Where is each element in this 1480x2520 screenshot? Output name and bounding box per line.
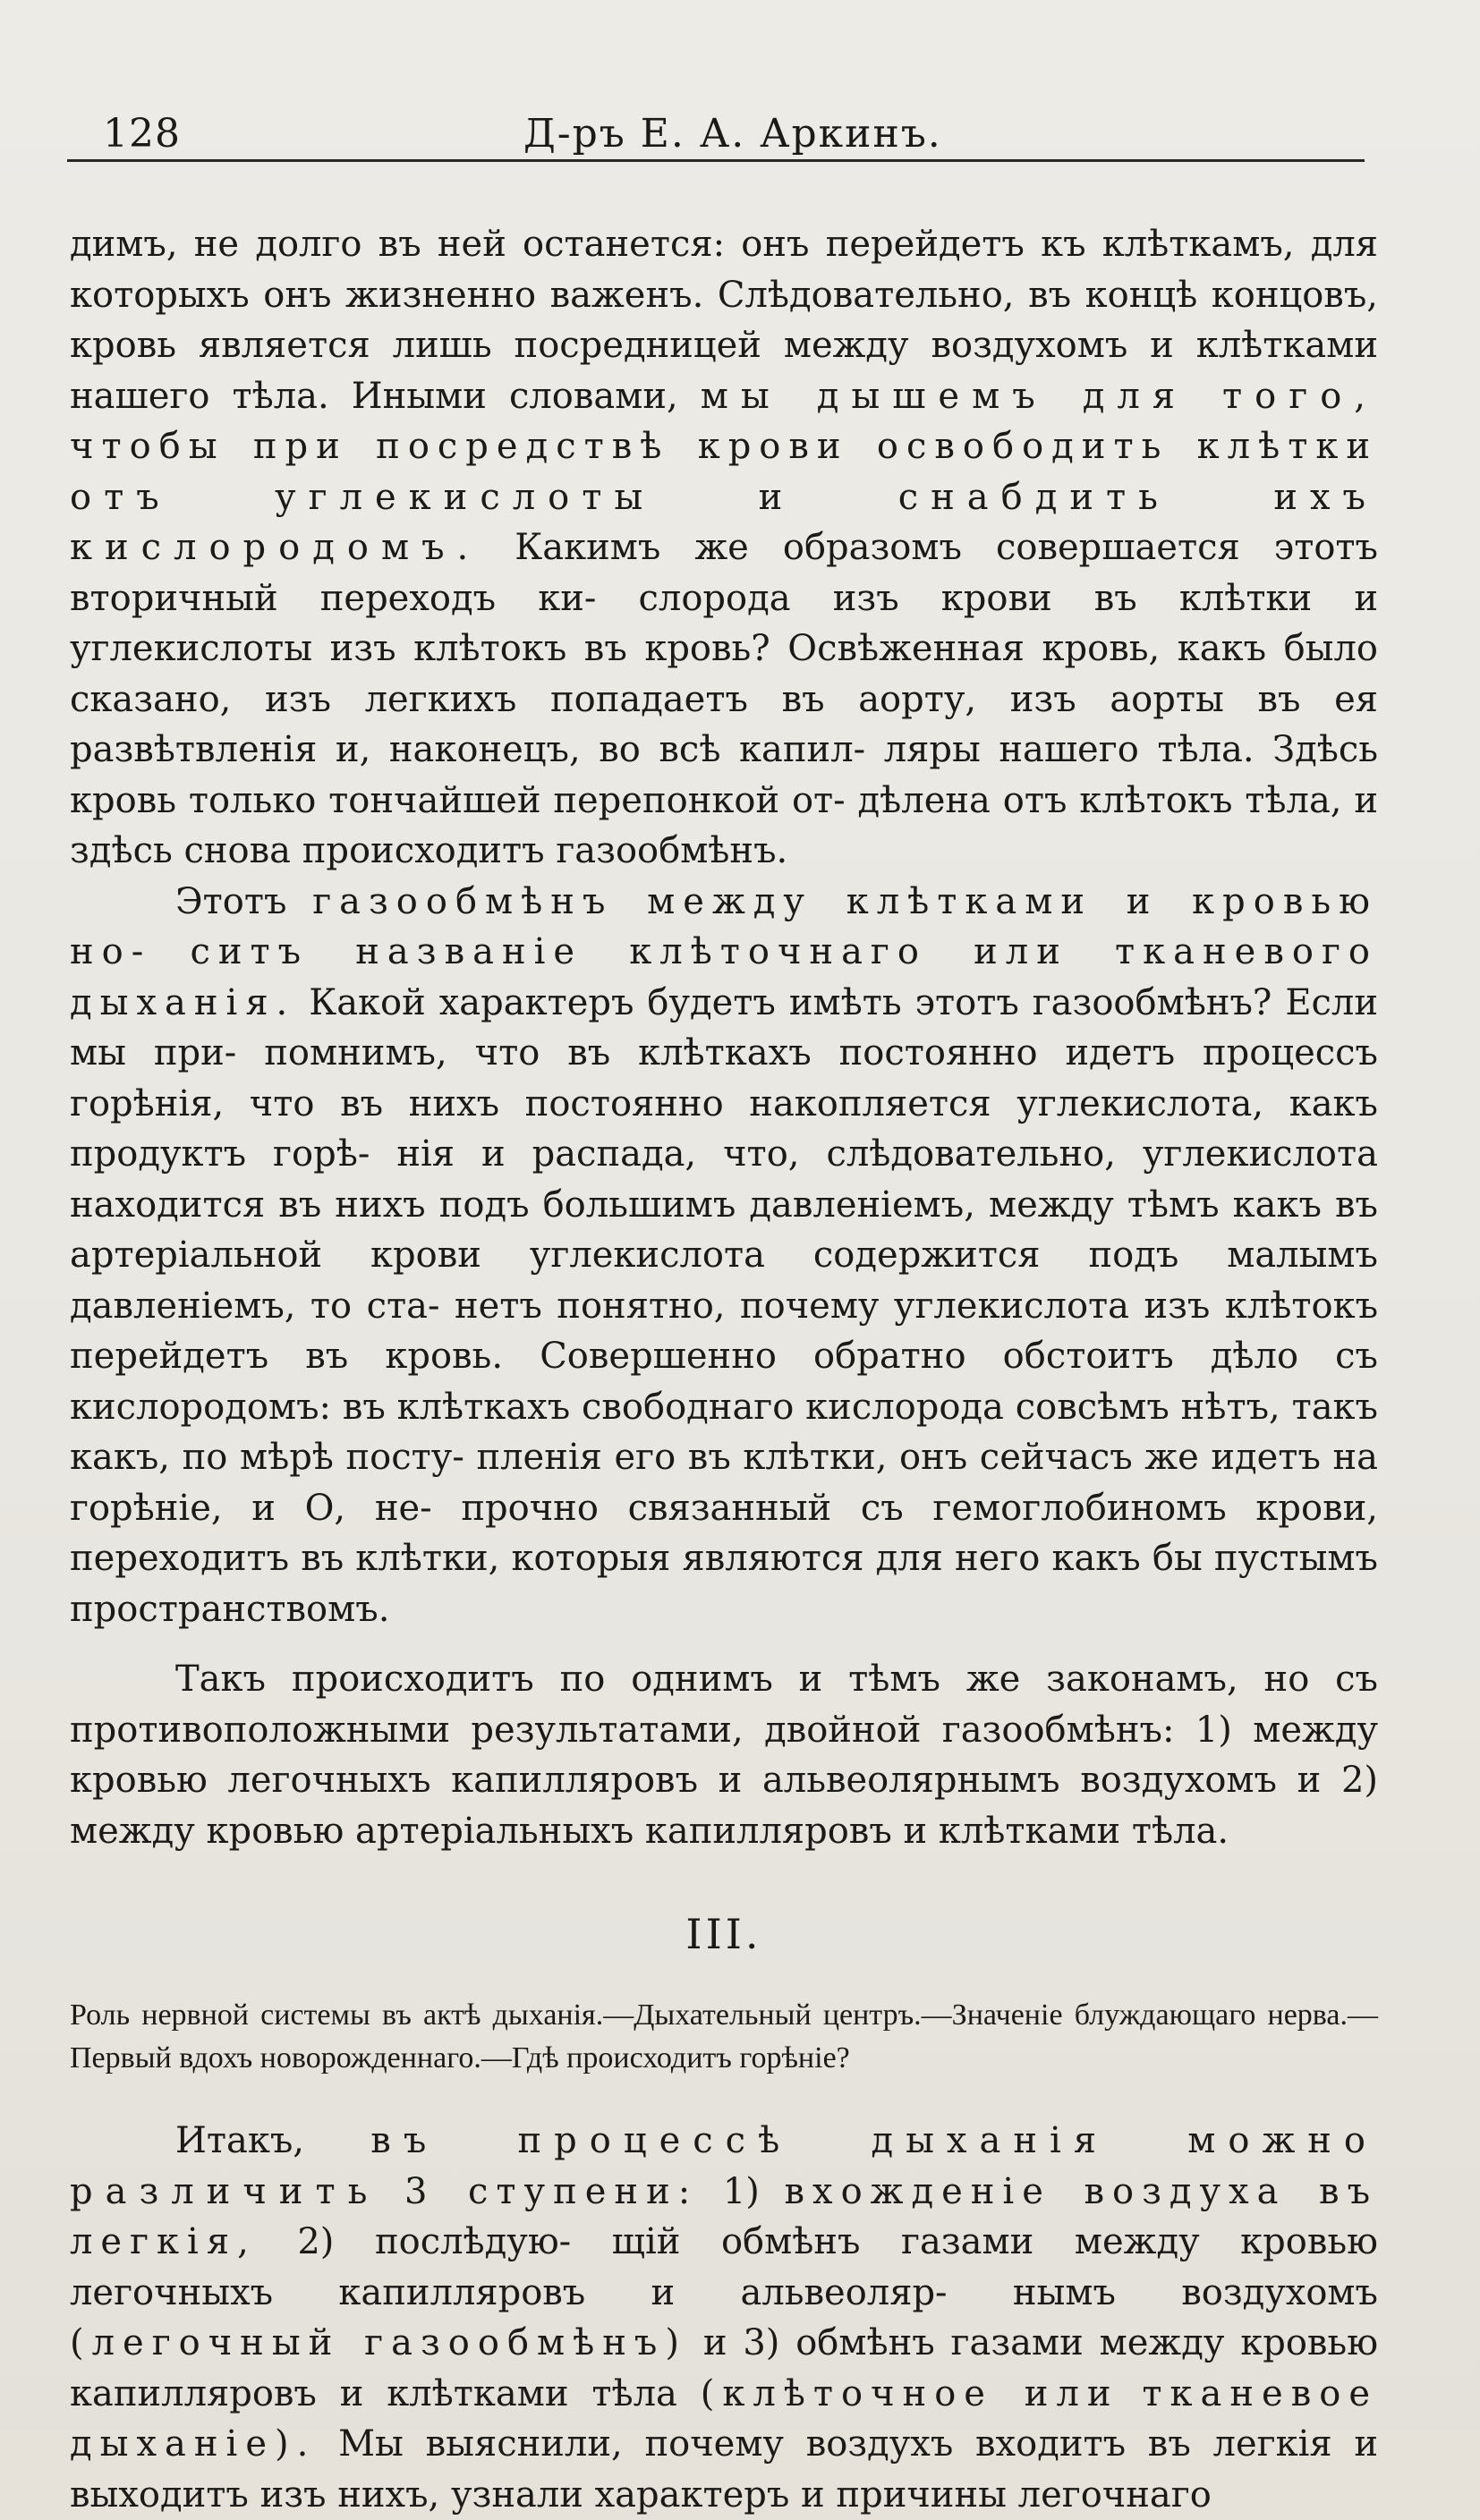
summary-line: Роль нервной системы въ актѣ дыханія.—Дыхательный центръ.—Значеніе bbox=[70, 1998, 1063, 2032]
text-line: нія и распада, что, слѣдовательно, углекислота находится въ нихъ bbox=[70, 1133, 1378, 1226]
text-line: и 3) обмѣнъ газами bbox=[702, 2322, 1084, 2363]
text-line: которыя являются для него какъ бы пустымъ пространствомъ. bbox=[70, 1538, 1378, 1630]
text-line: нашего тѣла. Иными словами, bbox=[70, 375, 678, 417]
spaced-emphasis: вхожденіе воздуха въ легкія, bbox=[70, 2170, 1379, 2262]
text-line: 2) между кровью артеріальныхъ капилляровъ и клѣтками тѣла. bbox=[70, 1760, 1378, 1852]
text-line: свободнаго кислорода совсѣмъ нѣтъ, такъ какъ, по мѣрѣ посту- bbox=[70, 1386, 1379, 1478]
text-line: Какой характеръ будетъ имѣть этотъ газообмѣнъ? Если мы при- bbox=[70, 981, 1378, 1073]
text-line: дѣлена отъ клѣтокъ тѣла, и здѣсь снова происходитъ газообмѣнъ. bbox=[70, 779, 1379, 871]
text-line: димъ, не долго въ ней останется: онъ перейдетъ къ клѣткамъ, для bbox=[70, 224, 1378, 265]
text-line: Итакъ, bbox=[175, 2120, 305, 2161]
page-header bbox=[67, 107, 1365, 170]
header-rule bbox=[67, 159, 1365, 162]
text-line: ляры нашего тѣла. Здѣсь кровь только тончайшей перепонкой от- bbox=[70, 729, 1378, 821]
text-line: пленія его въ клѣтки, онъ сейчасъ же идетъ на горѣніе, и О, не- bbox=[70, 1437, 1378, 1529]
section-number: III. bbox=[685, 1910, 762, 1958]
spaced-emphasis: тканевое дыханіе). bbox=[70, 2372, 1378, 2465]
text-line: Этотъ bbox=[175, 880, 287, 922]
text-line: помнимъ, что въ клѣткахъ постоянно идетъ процессъ горѣнія, что bbox=[70, 1032, 1378, 1124]
text-line: прочно связанный съ гемоглобиномъ крови, переходитъ въ клѣтки, bbox=[70, 1487, 1379, 1579]
spaced-emphasis: мы дышемъ для того, bbox=[700, 375, 1379, 417]
text-line: Мы выяснили, почему воздухъ входитъ въ bbox=[338, 2423, 1191, 2465]
spaced-emphasis: (легочный газообмѣнъ) bbox=[70, 2322, 687, 2363]
text-line: слорода изъ крови въ клѣтки и углекислоты изъ клѣтокъ въ кровь? bbox=[70, 577, 1378, 669]
page-number: 128 bbox=[103, 111, 181, 157]
text-line: которыхъ онъ жизненно важенъ. Слѣдовательно, въ концѣ концовъ, bbox=[70, 274, 1378, 316]
spaced-emphasis: 3 ступени: bbox=[404, 2170, 699, 2212]
text-line: 2) послѣдую- bbox=[297, 2221, 572, 2262]
text-line: нымъ воздухомъ bbox=[1012, 2271, 1378, 2313]
spaced-emphasis: (клѣточное или bbox=[700, 2372, 1119, 2414]
text-line: кровью легочныхъ капилляровъ и альвеолярнымъ воздухомъ и bbox=[70, 1760, 1322, 1801]
section-summary bbox=[70, 1994, 1378, 2080]
text-line: въ нихъ постоянно накопляется углекислота, какъ продуктъ горѣ- bbox=[70, 1082, 1379, 1175]
text-line: противоположными результатами, двойной газообмѣнъ: 1) между bbox=[70, 1709, 1378, 1751]
text-line: аорту, изъ аорты въ ея развѣтвленія и, наконецъ, во всѣ капил- bbox=[70, 678, 1379, 770]
text-line: кровь является лишь посредницей между воздухомъ и клѣтками bbox=[70, 325, 1378, 366]
spaced-emphasis: отъ углекислоты и снабдить ихъ кислородомъ. bbox=[70, 476, 1378, 568]
text-line: между кровью капилляровъ и клѣтками тѣла bbox=[70, 2322, 1379, 2414]
page-body bbox=[70, 219, 1378, 2520]
text-line: Такъ происходитъ по однимъ и тѣмъ же законамъ, но съ bbox=[175, 1659, 1378, 1700]
text-line: крови углекислота содержится подъ малымъ давленіемъ, то ста- bbox=[70, 1235, 1378, 1327]
text-line: Освѣженная кровь, какъ было сказано, изъ легкихъ попадаетъ въ bbox=[70, 628, 1379, 720]
paragraph-4 bbox=[70, 2116, 1378, 2520]
spaced-emphasis: въ процессѣ дыханія можно различить bbox=[70, 2120, 1378, 2212]
running-head: Д-ръ Е. А. Аркинъ. bbox=[523, 111, 942, 157]
paragraph-1 bbox=[70, 219, 1378, 877]
summary-line: блуждающаго нерва.—Первый вдохъ новорожденнаго.—Гдѣ происходитъ горѣніе? bbox=[70, 1998, 1378, 2075]
spaced-emphasis: ситъ названіе клѣточнаго или тканевого дыханія. bbox=[70, 931, 1378, 1023]
text-line: нетъ понятно, почему углекислота изъ клѣтокъ перейдетъ въ кровь. bbox=[70, 1285, 1379, 1377]
paragraph-gap bbox=[70, 1634, 1378, 1654]
paragraph-2 bbox=[70, 877, 1378, 1635]
text-line: Совершенно обратно обстоитъ дѣло съ кислородомъ: въ клѣткахъ bbox=[70, 1336, 1379, 1428]
text-line: Какимъ же образомъ совершается этотъ вторичный переходъ ки- bbox=[70, 527, 1378, 619]
text-line: легкія и выходитъ изъ нихъ, узнали характеръ и причины легочнаго bbox=[70, 2423, 1378, 2516]
text-line: подъ большимъ давленіемъ, между тѣмъ какъ въ артеріальной bbox=[70, 1184, 1378, 1276]
spaced-emphasis: газообмѣнъ между клѣтками и кровью но- bbox=[70, 880, 1378, 972]
text-line: щій обмѣнъ газами между кровью легочныхъ капилляровъ и альвеоляр- bbox=[70, 2221, 1378, 2313]
spaced-emphasis: чтобы при посредствѣ крови освободить клѣтки bbox=[70, 426, 1378, 467]
paragraph-3 bbox=[70, 1654, 1378, 1856]
text-line: 1) bbox=[722, 2170, 760, 2212]
